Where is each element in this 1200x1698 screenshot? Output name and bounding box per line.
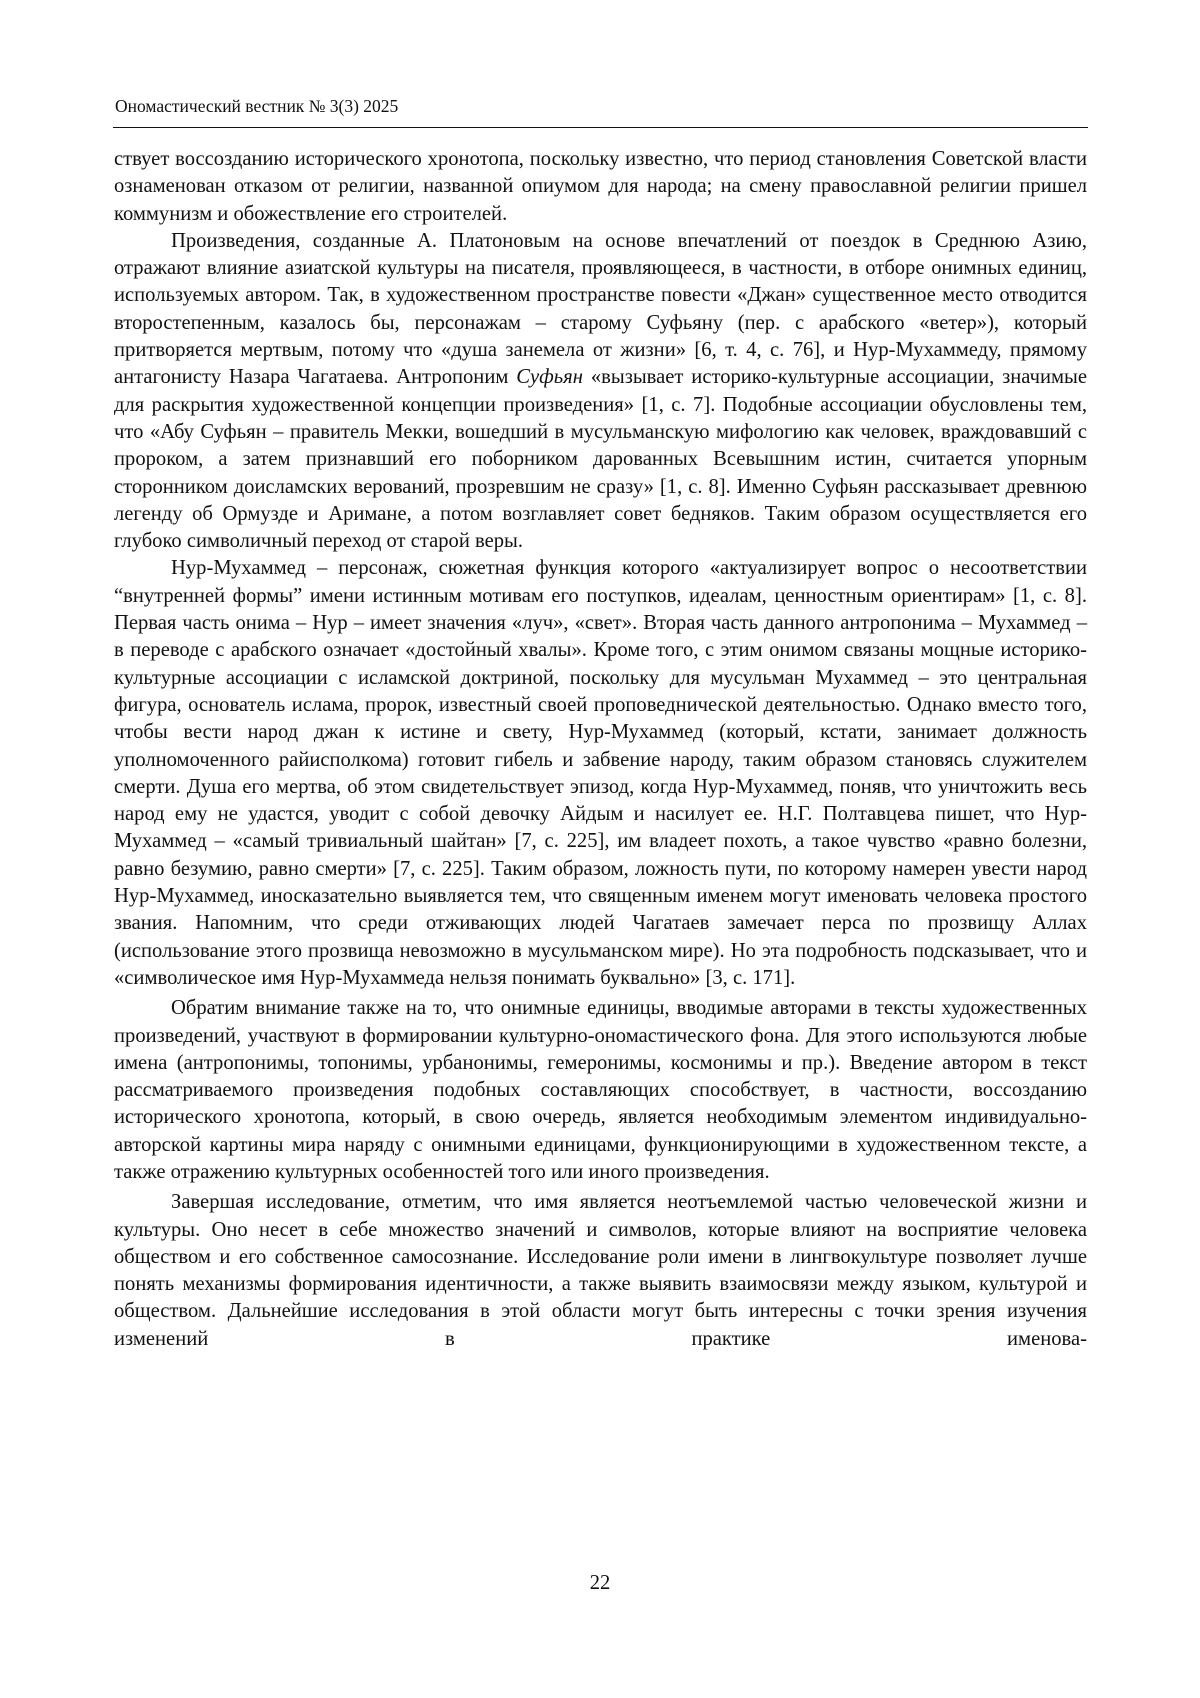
paragraph-conclusion	[114, 1189, 1087, 1353]
italic-anthroponym-sufyan: Суфьян	[516, 366, 583, 388]
paragraph-platonov-asia	[114, 228, 1087, 556]
paragraph-nur-muhammed	[114, 555, 1087, 992]
page-number: 22	[0, 1571, 1200, 1595]
article-body	[114, 146, 1087, 1353]
paragraph-text: Нур-Мухаммед – персонаж, сюжетная функция которого «актуализирует вопрос о несоответствии “внутренней формы” имени истинным мотивам его поступков, идеалам, ценностным ориентирам» [1, с. 8]. Первая часть онима – Нур – имеет значения «луч», «свет». Вторая часть данного антропонима – Мухаммед – в переводе с арабского означает «достойный хвалы». Кроме того, с этим онимом связаны мощные историко-культурные ассоциации с исламской доктриной, поскольку для мусульман Мухаммед – это центральная фигура, основатель ислама, пророк, известный своей проповеднической деятельностью. Однако вместо того, чтобы вести народ джан к истине и свету, Нур-Мухаммед (который, кстати, занимает должность уполномоченного райисполкома) готовит гибель и забвение народу, таким образом становясь служителем смерти. Душа его мертва, об этом свидетельствует эпизод, когда Нур-Мухаммед, поняв, что уничтожить весь народ ему не удастся, уводит с собой девочку Айдым и насилует ее. Н.Г. Полтавцева пишет, что Нур-Мухаммед – «самый тривиальный шайтан» [7, с. 225], им владеет похоть, а такое чувство «равно болезни, равно безумию, равно смерти» [7, с. 225]. Таким образом, ложность пути, по которому намерен увести народ Нур-Мухаммед, иносказательно выявляется тем, что священным именем могут именовать человека простого звания. Напомним, что среди отживающих людей Чагатаев замечает перса по прозвищу Аллах (использование этого прозвища невозможно в мусульманском мире). Но эта подробность подсказывает, что и «символическое имя Нур-Мухаммеда нельзя понимать буквально» [3, с. 171].	[114, 557, 1087, 988]
running-header: Ономастический вестник № 3(3) 2025	[115, 94, 398, 118]
header-rule	[113, 127, 1088, 128]
journal-page	[0, 0, 1200, 1698]
paragraph-text: Обратим внимание также на то, что онимные единицы, вводимые авторами в тексты художественных произведений, участвуют в формировании культурно-ономастического фона. Для этого используются любые имена (антропонимы, топонимы, урбанонимы, гемеронимы, космонимы и пр.). Введение автором в текст рассматриваемого произведения подобных составляющих способствует, в частности, воссозданию исторического хронотопа, который, в свою очередь, является необходимым элементом индивидуально-авторской картины мира наряду с онимными единицами, функционирующими в художественном тексте, а также отражению культурных особенностей того или иного произведения.	[114, 997, 1087, 1183]
paragraph-text: «вызывает историко-культурные ассоциации, значимые для раскрытия художественной концепции произведения» [1, с. 7]. Подобные ассоциации обусловлены тем, что «Абу Суфьян – правитель Мекки, вошедший в мусульманскую мифологию как человек, враждовавший с пророком, а затем признавший его поборником дарованных Всевышним истин, считается упорным сторонником доисламских верований, прозревшим не сразу» [1, с. 8]. Именно Суфьян рассказывает древнюю легенду об Ормузде и Аримане, а потом возглавляет совет бедняков. Таким образом осуществляется его глубоко символичный переход от старой веры.	[114, 366, 1087, 552]
paragraph-text: Завершая исследование, отметим, что имя является неотъемлемой частью человеческой жизни и культуры. Оно несет в себе множество значений и символов, которые влияют на восприятие человека обществом и его собственное самосознание. Исследование роли имени в лингвокультуре позволяет лучше понять механизмы формирования идентичности, а также выявить взаимосвязи между языком, культурой и обществом. Дальнейшие исследования в этой области могут быть интересны с точки зрения изучения изменений в практике именова-	[114, 1191, 1087, 1349]
paragraph-text: Произведения, созданные А. Платоновым на основе впечатлений от поездок в Среднюю Азию, отражают влияние азиатской культуры на писателя, проявляющееся, в частности, в отборе онимных единиц, используемых автором. Так, в художественном пространстве повести «Джан» существенное место отводится второстепенным, казалось бы, персонажам – старому Суфьяну (пер. с арабского «ветер»), который притворяется мертвым, потому что «душа занемела от жизни» [6, т. 4, с. 76], и Нур-Мухаммеду, прямому антагонисту Назара Чагатаева. Антропоним	[114, 230, 1087, 388]
paragraph-onomastic-background	[114, 995, 1087, 1186]
paragraph-text: ствует воссозданию исторического хронотопа, поскольку известно, что период становления Советской власти ознаменован отказом от религии, названной опиумом для народа; на смену православной религии пришел коммунизм и обожествление его строителей.	[114, 148, 1087, 225]
paragraph-continuation	[114, 146, 1087, 228]
